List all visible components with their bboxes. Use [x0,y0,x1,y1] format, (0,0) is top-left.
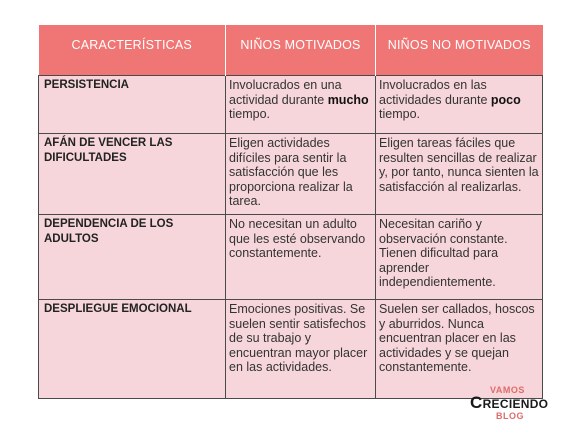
feature-despliegue-emocional: DESPLIEGUE EMOCIONAL [39,300,226,399]
feature-dependencia: DEPENDENCIA DE LOS ADULTOS [39,215,226,300]
comparison-table [38,25,543,399]
logo-main-rest: RECIENDO [482,397,549,411]
logo-main-text [470,393,548,413]
cell-text: Involucrados en las actividades durante [379,78,491,107]
emphasis-text: mucho [327,92,369,107]
logo-top-text: VAMOS [490,385,525,395]
cell-not-motivated: Necesitan cariño y observación constante. Tienen dificultad para aprender independientemente. [376,215,543,300]
header-ninos-motivados: NIÑOS MOTIVADOS [226,25,376,76]
cell-not-motivated: Suelen ser callados, hoscos y aburridos. Nunca encuentran placer en las actividades y se quejan constantemente. [376,300,543,399]
cell-motivated: Emociones positivas. Se suelen sentir satisfechos de su trabajo y encuentran mayor placer en las actividades. [226,300,376,399]
logo-bottom-text: BLOG [496,411,524,421]
header-caracteristicas: CARACTERÍSTICAS [39,25,226,76]
table-row [39,134,543,215]
table-row [39,215,543,300]
feature-persistencia: PERSISTENCIA [39,76,226,134]
cell-not-motivated [376,76,543,134]
cell-motivated [226,76,376,134]
vamos-creciendo-logo [468,385,548,425]
cell-text: tiempo. [229,107,270,121]
emphasis-text: poco [490,92,521,107]
feature-afan-de-vencer: AFÁN DE VENCER LAS DIFICULTADES [39,134,226,215]
table-row [39,300,543,399]
table-header-row [39,25,543,76]
table-row [39,76,543,134]
logo-initial: C [470,393,483,412]
cell-text: Involucrados en una actividad durante [229,78,342,107]
cell-text: tiempo. [379,107,420,121]
cell-not-motivated: Eligen tareas fáciles que resulten sencillas de realizar y, por tanto, nunca sienten la satisfacción al realizarlas. [376,134,543,215]
cell-motivated: Eligen actividades difíciles para sentir la satisfacción que les proporciona realizar la tarea. [226,134,376,215]
header-ninos-no-motivados: NIÑOS NO MOTIVADOS [376,25,543,76]
cell-motivated: No necesitan un adulto que les esté observando constantemente. [226,215,376,300]
